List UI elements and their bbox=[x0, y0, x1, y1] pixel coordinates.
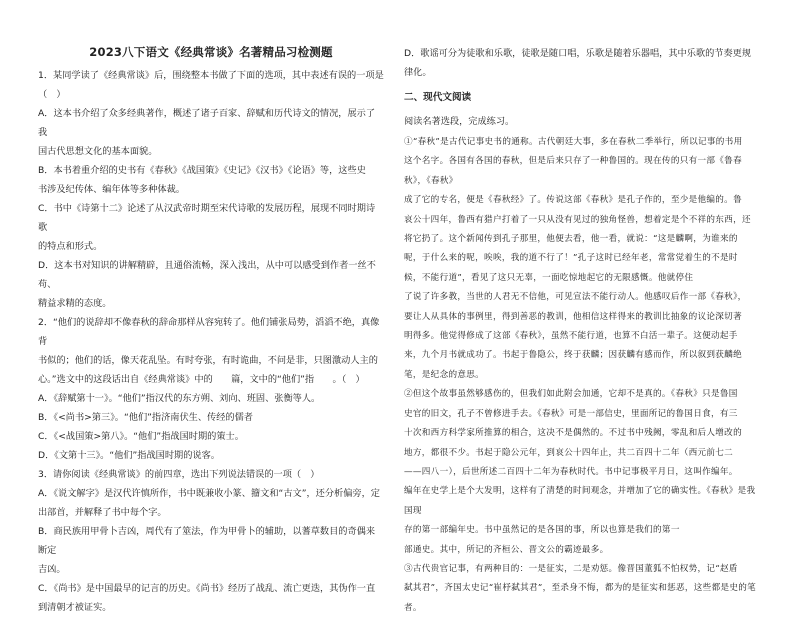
question-line: 心。”选文中的这段话出自《经典常谈》中的 篇，文中的“他们”指 。（ ） bbox=[38, 374, 365, 385]
passage-line: ②但这个故事虽然够感伤的，但我们如此附会加通，它却不是真的。《春秋》只是鲁国 bbox=[404, 389, 738, 400]
option-line: D．歌谣可分为徒歌和乐歌，徒歌是随口唱，乐歌是随着乐器唱，其中乐歌的节奏更规 bbox=[404, 48, 752, 59]
question-line: C．《<战国策>第八》。“他们”指战国时期的策士。 bbox=[38, 431, 244, 442]
question-line: C．书中《诗第十二》论述了从汉武帝时期至宋代诗歌的发展历程，展现不同时期诗歌 bbox=[38, 203, 376, 233]
question-line: 出部首，并解释了书中每个字。 bbox=[38, 507, 167, 518]
option-line: 律化。 bbox=[404, 67, 432, 78]
question-line: B．《<尚书>第三》。“他们”指济南伏生、传经的儒者 bbox=[38, 412, 253, 423]
passage-line: 来，九个月书就成功了。书起于鲁隐公，终于获麟；因获麟有感而作，所以叙到获麟绝 bbox=[404, 350, 742, 361]
passage-line: 候，不能行道”，看见了这只无辜，一面吃惊地起它的无限感慨。他就停住 bbox=[404, 272, 694, 283]
question-line: D．《文第十三》。“他们”指战国时期的说客。 bbox=[38, 450, 220, 461]
question-line: 吉凶。 bbox=[38, 564, 66, 575]
passage-line: 十次和西方科学家所推算的相合，这决不是偶然的。不过书中残阙，零乱和后人增改的 bbox=[404, 428, 742, 439]
question-line: B．商民族用甲骨卜吉凶，周代有了筮法，作为甲骨卜的辅助，以蓍草数目的奇偶来断定 bbox=[38, 526, 376, 556]
passage-line: ①“春秋”是古代记事史书的通称。古代朝廷大事，多在春秋二季举行，所以记事的书用 bbox=[404, 137, 743, 147]
question-line: A．《说文解字》是汉代许慎所作，书中既兼收小篆、籀文和“古文”，还分析偏旁，定 bbox=[38, 488, 380, 499]
question-line: （ ） bbox=[38, 89, 66, 100]
question-line: B．本书着重介绍的史书有《春秋》《战国策》《史记》《汉书》《论语》等，这些史 bbox=[38, 165, 366, 176]
passage-line: ——四八一），后世所述二百四十二年为春秋时代。书中记事极平月日，这叫作编年。 bbox=[404, 466, 738, 477]
question-line: 精益求精的态度。 bbox=[38, 298, 112, 309]
section-heading: 二、现代文阅读 bbox=[404, 92, 472, 103]
passage-line: 地方，都很不少。书起于隐公元年，到哀公十四年止，共二百四十二年（西元前七二 bbox=[404, 447, 734, 458]
passage-line: 了说了许多教，当世的人君无不信他，可见宣法不能行动人。他感叹后作一部《春秋》， bbox=[404, 292, 747, 303]
passage-line: 部通史。其中，所记的齐桓公、晋文公的霸迹最多。 bbox=[404, 544, 609, 555]
question-line: 2．“他们的说辞却不像春秋的辞命那样从容宛转了。他们铺张局势，滔滔不绝，真像背 bbox=[38, 317, 380, 347]
question-line: 的特点和形式。 bbox=[38, 241, 103, 252]
question-line: 到清朝才被证实。 bbox=[38, 602, 112, 613]
passage-line: 哀公十四年，鲁西有猎户打着了一只从没有见过的独角怪兽，想着定是个不祥的东西，还 bbox=[404, 214, 751, 225]
passage-line: 史官的旧文，孔子不曾修进手去。《春秋》可是一部信史，里面所记的鲁国日食，有三 bbox=[404, 408, 738, 419]
section-instruction: 阅读名著选段，完成练习。 bbox=[404, 116, 515, 127]
passage-line: 明得多。他觉得修成了这部《春秋》，虽然不能行道，也算不白活一辈子。这便动起手 bbox=[404, 331, 738, 342]
passage-line: 将它扔了。这个新闻传到孔子那里，他便去看，他一看，就说：“这是麟啊，为谁来的 bbox=[404, 234, 738, 245]
page-title: 2023八下语文《经典常谈》名著精品习检测题 bbox=[89, 45, 333, 59]
question-line: 国古代思想文化的基本面貌。 bbox=[38, 146, 158, 157]
passage-line: 要让人从具体的事例里，得到善恶的教训，他相信这样得来的教训比抽象的议论深切著 bbox=[404, 311, 742, 322]
passage-line: 笔，是纪念的意思。 bbox=[404, 369, 485, 380]
question-line: A．这本书介绍了众多经典著作，概述了诸子百家、辞赋和历代诗文的情况，展示了我 bbox=[38, 108, 376, 138]
question-line: 3．请你阅读《经典常谈》的前四章，选出下列说法错误的一项（ ） bbox=[38, 469, 320, 480]
passage-line: 存的第一部编年史。书中虽然记的是各国的事，所以也算是我们的第一 bbox=[404, 525, 680, 536]
question-line: 书涉及纪传体、编年体等多种体裁。 bbox=[38, 184, 185, 195]
passage-line: 这个名字。各国有各国的春秋，但是后来只存了一种鲁国的。现在传的只有一部《鲁春秋》，《春秋》 bbox=[404, 156, 742, 186]
question-line: 书似的；他们的话，像天花乱坠。有时夸张，有时诡曲，不问是非，只图激动人主的 bbox=[38, 355, 378, 366]
question-line: D．这本书对知识的讲解精辟，且通俗流畅，深入浅出，从中可以感受到作者一丝不苟、 bbox=[38, 260, 376, 290]
left-column bbox=[38, 66, 384, 617]
question-line: C．《尚书》是中国最早的记言的历史。《尚书》经历了战乱、流亡更迭，其伪作一直 bbox=[38, 583, 376, 594]
right-column-top bbox=[404, 44, 758, 82]
passage-line: 成了它的专名，便是《春秋经》了。传说这部《春秋》是孔子作的，至少是他编的。鲁 bbox=[404, 195, 742, 206]
reading-passage bbox=[404, 133, 758, 618]
question-line: A．《辞赋第十一》。“他们”指汉代的东方朔、刘向、班固、张衡等人。 bbox=[38, 393, 321, 404]
passage-line: 呢，于什么来的呢，唉唉，我的道不行了！”孔子这时已经年老，常常觉着生的不是时 bbox=[404, 253, 738, 264]
passage-line: ③古代贵官记事，有两种目的：一是征实，二是劝惩。像晋国董狐不怕权势，记“赵盾 bbox=[404, 563, 738, 574]
question-line: 1．某同学读了《经典常谈》后，围绕整本书做了下面的选项，其中表述有误的一项是 bbox=[38, 70, 384, 81]
passage-line: 弑其君”，齐国太史记“崔杼弑其君”，至杀身不悔，都为的是征实和惩恶，这些都是史的笔者。 bbox=[404, 583, 757, 613]
passage-line: 编年在史学上是个大发明，这样有了清楚的时间观念，并增加了它的确实性。《春秋》是我国现 bbox=[404, 486, 756, 516]
